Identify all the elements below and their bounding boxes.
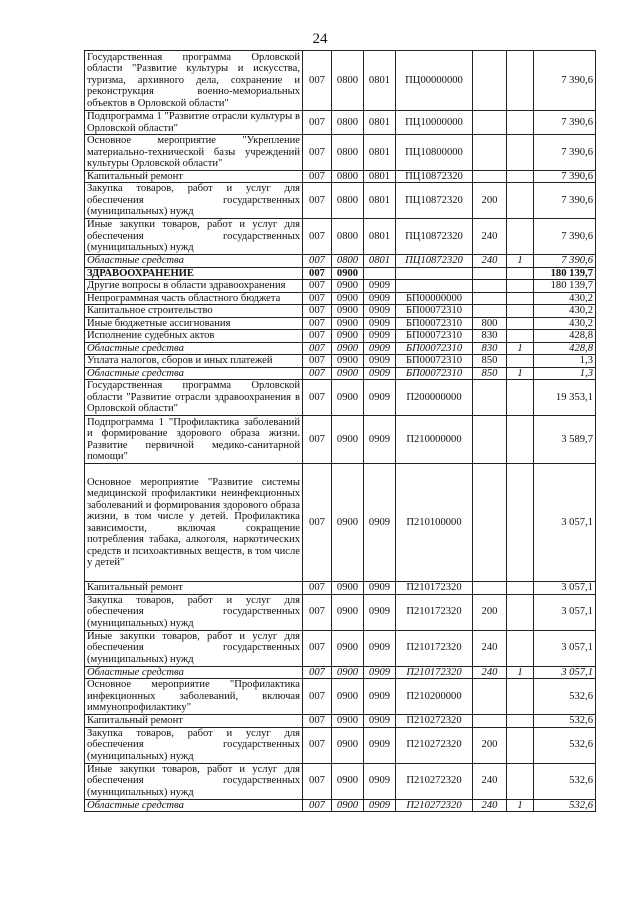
section-code: 0900 (332, 280, 364, 293)
section-code: 0900 (332, 292, 364, 305)
section-code: 0900 (332, 666, 364, 679)
item-name: Областные средства (85, 342, 303, 355)
item-name: Исполнение судебных актов (85, 330, 303, 343)
table-row (85, 594, 596, 630)
amount: 532,6 (534, 679, 596, 715)
ministry-code: 007 (303, 380, 332, 416)
item-name: Закупка товаров, работ и услуг для обеспечения государственных (муниципальных) нужд (85, 594, 303, 630)
target-article-code: П210172320 (396, 594, 473, 630)
expense-type-code: 240 (473, 799, 507, 812)
table-row (85, 183, 596, 219)
target-article-code: БП00000000 (396, 292, 473, 305)
funding-source: 1 (507, 255, 534, 268)
subsection-code: 0801 (364, 135, 396, 171)
expense-type-code (473, 135, 507, 171)
funding-source (507, 679, 534, 715)
item-name: Закупка товаров, работ и услуг для обеспечения государственных (муниципальных) нужд (85, 183, 303, 219)
funding-source: 1 (507, 799, 534, 812)
funding-source (507, 330, 534, 343)
item-name: Капитальное строительство (85, 305, 303, 318)
ministry-code: 007 (303, 582, 332, 595)
section-code: 0900 (332, 380, 364, 416)
ministry-code: 007 (303, 763, 332, 799)
target-article-code: БП00072310 (396, 367, 473, 380)
section-code: 0900 (332, 317, 364, 330)
target-article-code: П210272320 (396, 727, 473, 763)
table-row (85, 715, 596, 728)
funding-source (507, 111, 534, 135)
subsection-code: 0909 (364, 715, 396, 728)
expense-type-code: 850 (473, 367, 507, 380)
funding-source (507, 715, 534, 728)
table-row (85, 317, 596, 330)
ministry-code: 007 (303, 355, 332, 368)
amount: 532,6 (534, 799, 596, 812)
target-article-code: П210172320 (396, 666, 473, 679)
ministry-code: 007 (303, 342, 332, 355)
section-code: 0900 (332, 630, 364, 666)
expense-type-code: 830 (473, 330, 507, 343)
funding-source (507, 630, 534, 666)
item-name: Основное мероприятие "Профилактика инфекционных заболеваний, включая иммунопрофилактику" (85, 679, 303, 715)
target-article-code: ПЦ00000000 (396, 51, 473, 111)
budget-table (84, 50, 596, 812)
expense-type-code (473, 170, 507, 183)
section-code: 0800 (332, 51, 364, 111)
amount: 3 057,1 (534, 630, 596, 666)
expense-type-code (473, 582, 507, 595)
subsection-code: 0801 (364, 51, 396, 111)
table-row (85, 170, 596, 183)
section-code: 0900 (332, 367, 364, 380)
item-name: Капитальный ремонт (85, 715, 303, 728)
funding-source (507, 267, 534, 280)
subsection-code: 0909 (364, 317, 396, 330)
expense-type-code: 240 (473, 630, 507, 666)
item-name: Областные средства (85, 666, 303, 679)
expense-type-code (473, 51, 507, 111)
target-article-code: П210100000 (396, 464, 473, 582)
amount: 7 390,6 (534, 111, 596, 135)
funding-source (507, 380, 534, 416)
section-code: 0900 (332, 594, 364, 630)
subsection-code: 0909 (364, 666, 396, 679)
funding-source (507, 355, 534, 368)
expense-type-code (473, 715, 507, 728)
section-code: 0900 (332, 763, 364, 799)
expense-type-code (473, 380, 507, 416)
table-row (85, 464, 596, 582)
subsection-code: 0909 (364, 594, 396, 630)
ministry-code: 007 (303, 51, 332, 111)
table-row (85, 219, 596, 255)
section-code: 0900 (332, 464, 364, 582)
ministry-code: 007 (303, 267, 332, 280)
target-article-code: П200000000 (396, 380, 473, 416)
ministry-code: 007 (303, 727, 332, 763)
subsection-code: 0909 (364, 367, 396, 380)
ministry-code: 007 (303, 799, 332, 812)
item-name: Иные бюджетные ассигнования (85, 317, 303, 330)
table-row (85, 342, 596, 355)
table-row (85, 111, 596, 135)
subsection-code: 0909 (364, 582, 396, 595)
expense-type-code (473, 416, 507, 464)
target-article-code: ПЦ10872320 (396, 183, 473, 219)
section-code: 0800 (332, 219, 364, 255)
funding-source (507, 292, 534, 305)
table-row (85, 679, 596, 715)
expense-type-code (473, 292, 507, 305)
section-code: 0900 (332, 416, 364, 464)
ministry-code: 007 (303, 111, 332, 135)
section-code: 0900 (332, 342, 364, 355)
target-article-code: П210272320 (396, 763, 473, 799)
item-name: Уплата налогов, сборов и иных платежей (85, 355, 303, 368)
ministry-code: 007 (303, 219, 332, 255)
ministry-code: 007 (303, 305, 332, 318)
section-code: 0900 (332, 582, 364, 595)
item-name: Подпрограмма 1 "Профилактика заболеваний и формирование здорового образа жизни. Развитие первичной медико-санитарной помощи" (85, 416, 303, 464)
expense-type-code (473, 679, 507, 715)
amount: 3 057,1 (534, 582, 596, 595)
ministry-code: 007 (303, 317, 332, 330)
expense-type-code: 240 (473, 666, 507, 679)
expense-type-code: 240 (473, 763, 507, 799)
subsection-code: 0909 (364, 330, 396, 343)
ministry-code: 007 (303, 594, 332, 630)
amount: 7 390,6 (534, 170, 596, 183)
table-row (85, 763, 596, 799)
expense-type-code: 200 (473, 183, 507, 219)
subsection-code: 0909 (364, 464, 396, 582)
subsection-code: 0801 (364, 219, 396, 255)
target-article-code: П210272320 (396, 715, 473, 728)
table-row (85, 330, 596, 343)
subsection-code: 0909 (364, 292, 396, 305)
section-code: 0900 (332, 679, 364, 715)
amount: 7 390,6 (534, 255, 596, 268)
target-article-code: БП00072310 (396, 305, 473, 318)
target-article-code: ПЦ10872320 (396, 170, 473, 183)
section-code: 0800 (332, 111, 364, 135)
amount: 7 390,6 (534, 135, 596, 171)
table-row (85, 292, 596, 305)
funding-source (507, 594, 534, 630)
subsection-code: 0909 (364, 355, 396, 368)
table-row (85, 355, 596, 368)
ministry-code: 007 (303, 292, 332, 305)
item-name: ЗДРАВООХРАНЕНИЕ (85, 267, 303, 280)
section-code: 0900 (332, 715, 364, 728)
target-article-code: П210272320 (396, 799, 473, 812)
funding-source: 1 (507, 342, 534, 355)
ministry-code: 007 (303, 183, 332, 219)
funding-source: 1 (507, 666, 534, 679)
table-row (85, 135, 596, 171)
table-row (85, 255, 596, 268)
funding-source (507, 305, 534, 318)
ministry-code: 007 (303, 679, 332, 715)
amount: 180 139,7 (534, 280, 596, 293)
subsection-code: 0801 (364, 170, 396, 183)
amount: 430,2 (534, 305, 596, 318)
expense-type-code: 830 (473, 342, 507, 355)
item-name: Капитальный ремонт (85, 170, 303, 183)
item-name: Областные средства (85, 255, 303, 268)
section-code: 0900 (332, 799, 364, 812)
table-row (85, 380, 596, 416)
funding-source (507, 135, 534, 171)
target-article-code: БП00072310 (396, 342, 473, 355)
table-row (85, 51, 596, 111)
amount: 19 353,1 (534, 380, 596, 416)
amount: 3 057,1 (534, 594, 596, 630)
ministry-code: 007 (303, 367, 332, 380)
ministry-code: 007 (303, 464, 332, 582)
table-row (85, 799, 596, 812)
table-row (85, 630, 596, 666)
amount: 430,2 (534, 292, 596, 305)
table-row (85, 666, 596, 679)
funding-source (507, 727, 534, 763)
target-article-code: П210000000 (396, 416, 473, 464)
item-name: Основное мероприятие "Развитие системы медицинской профилактики неинфекционных заболеваний и формирования здорового образа жизни, в том числе у детей. Профилактика зависимости, включая сокращение потребления табака, алкоголя, наркотических средств и психоактивных веществ, в том числе у детей" (85, 464, 303, 582)
section-code: 0800 (332, 183, 364, 219)
amount: 428,8 (534, 330, 596, 343)
funding-source (507, 170, 534, 183)
amount: 3 589,7 (534, 416, 596, 464)
ministry-code: 007 (303, 280, 332, 293)
section-code: 0900 (332, 355, 364, 368)
table-row (85, 280, 596, 293)
item-name: Областные средства (85, 799, 303, 812)
item-name: Другие вопросы в области здравоохранения (85, 280, 303, 293)
target-article-code: БП00072310 (396, 355, 473, 368)
section-code: 0900 (332, 727, 364, 763)
target-article-code: ПЦ10800000 (396, 135, 473, 171)
item-name: Закупка товаров, работ и услуг для обеспечения государственных (муниципальных) нужд (85, 727, 303, 763)
funding-source: 1 (507, 367, 534, 380)
amount: 1,3 (534, 355, 596, 368)
subsection-code: 0909 (364, 342, 396, 355)
section-code: 0800 (332, 135, 364, 171)
amount: 7 390,6 (534, 219, 596, 255)
expense-type-code: 800 (473, 317, 507, 330)
table-row (85, 305, 596, 318)
amount: 180 139,7 (534, 267, 596, 280)
ministry-code: 007 (303, 330, 332, 343)
table-row (85, 367, 596, 380)
target-article-code: БП00072310 (396, 330, 473, 343)
amount: 7 390,6 (534, 183, 596, 219)
subsection-code: 0801 (364, 255, 396, 268)
funding-source (507, 183, 534, 219)
funding-source (507, 317, 534, 330)
target-article-code: П210200000 (396, 679, 473, 715)
expense-type-code: 240 (473, 219, 507, 255)
amount: 532,6 (534, 763, 596, 799)
item-name: Государственная программа Орловской области "Развитие отрасли здравоохранения в Орловской области" (85, 380, 303, 416)
page-number: 24 (312, 31, 328, 47)
ministry-code: 007 (303, 135, 332, 171)
item-name: Иные закупки товаров, работ и услуг для обеспечения государственных (муниципальных) нужд (85, 763, 303, 799)
subsection-code: 0909 (364, 799, 396, 812)
amount: 7 390,6 (534, 51, 596, 111)
expense-type-code: 200 (473, 727, 507, 763)
amount: 428,8 (534, 342, 596, 355)
subsection-code: 0801 (364, 111, 396, 135)
subsection-code: 0801 (364, 183, 396, 219)
ministry-code: 007 (303, 630, 332, 666)
item-name: Иные закупки товаров, работ и услуг для обеспечения государственных (муниципальных) нужд (85, 630, 303, 666)
funding-source (507, 763, 534, 799)
subsection-code: 0909 (364, 280, 396, 293)
ministry-code: 007 (303, 416, 332, 464)
ministry-code: 007 (303, 170, 332, 183)
target-article-code: П210172320 (396, 582, 473, 595)
subsection-code: 0909 (364, 679, 396, 715)
amount: 532,6 (534, 727, 596, 763)
table-row (85, 727, 596, 763)
funding-source (507, 582, 534, 595)
table-row (85, 582, 596, 595)
amount: 3 057,1 (534, 464, 596, 582)
item-name: Областные средства (85, 367, 303, 380)
item-name: Иные закупки товаров, работ и услуг для обеспечения государственных (муниципальных) нужд (85, 219, 303, 255)
expense-type-code (473, 280, 507, 293)
target-article-code: БП00072310 (396, 317, 473, 330)
target-article-code: ПЦ10000000 (396, 111, 473, 135)
amount: 1,3 (534, 367, 596, 380)
target-article-code (396, 280, 473, 293)
target-article-code: ПЦ10872320 (396, 219, 473, 255)
funding-source (507, 280, 534, 293)
item-name: Государственная программа Орловской области "Развитие культуры и искусства, туризма, архивного дела, сохранение и реконструкция военно-мемориальных объектов в Орловской области" (85, 51, 303, 111)
section-code: 0900 (332, 305, 364, 318)
subsection-code: 0909 (364, 380, 396, 416)
funding-source (507, 464, 534, 582)
amount: 430,2 (534, 317, 596, 330)
expense-type-code: 200 (473, 594, 507, 630)
subsection-code: 0909 (364, 630, 396, 666)
expense-type-code: 850 (473, 355, 507, 368)
amount: 3 057,1 (534, 666, 596, 679)
expense-type-code (473, 464, 507, 582)
funding-source (507, 219, 534, 255)
subsection-code: 0909 (364, 763, 396, 799)
expense-type-code: 240 (473, 255, 507, 268)
section-code: 0800 (332, 255, 364, 268)
target-article-code: ПЦ10872320 (396, 255, 473, 268)
section-code: 0800 (332, 170, 364, 183)
target-article-code: П210172320 (396, 630, 473, 666)
table-row (85, 416, 596, 464)
funding-source (507, 51, 534, 111)
item-name: Основное мероприятие "Укрепление материально-технической базы учреждений культуры Орловской области" (85, 135, 303, 171)
table-row (85, 267, 596, 280)
expense-type-code (473, 305, 507, 318)
expense-type-code (473, 111, 507, 135)
ministry-code: 007 (303, 255, 332, 268)
subsection-code: 0909 (364, 727, 396, 763)
subsection-code: 0909 (364, 305, 396, 318)
ministry-code: 007 (303, 666, 332, 679)
item-name: Непрограммная часть областного бюджета (85, 292, 303, 305)
amount: 532,6 (534, 715, 596, 728)
item-name: Подпрограмма 1 "Развитие отрасли культуры в Орловской области" (85, 111, 303, 135)
expense-type-code (473, 267, 507, 280)
item-name: Капитальный ремонт (85, 582, 303, 595)
funding-source (507, 416, 534, 464)
section-code: 0900 (332, 267, 364, 280)
section-code: 0900 (332, 330, 364, 343)
subsection-code (364, 267, 396, 280)
ministry-code: 007 (303, 715, 332, 728)
subsection-code: 0909 (364, 416, 396, 464)
target-article-code (396, 267, 473, 280)
